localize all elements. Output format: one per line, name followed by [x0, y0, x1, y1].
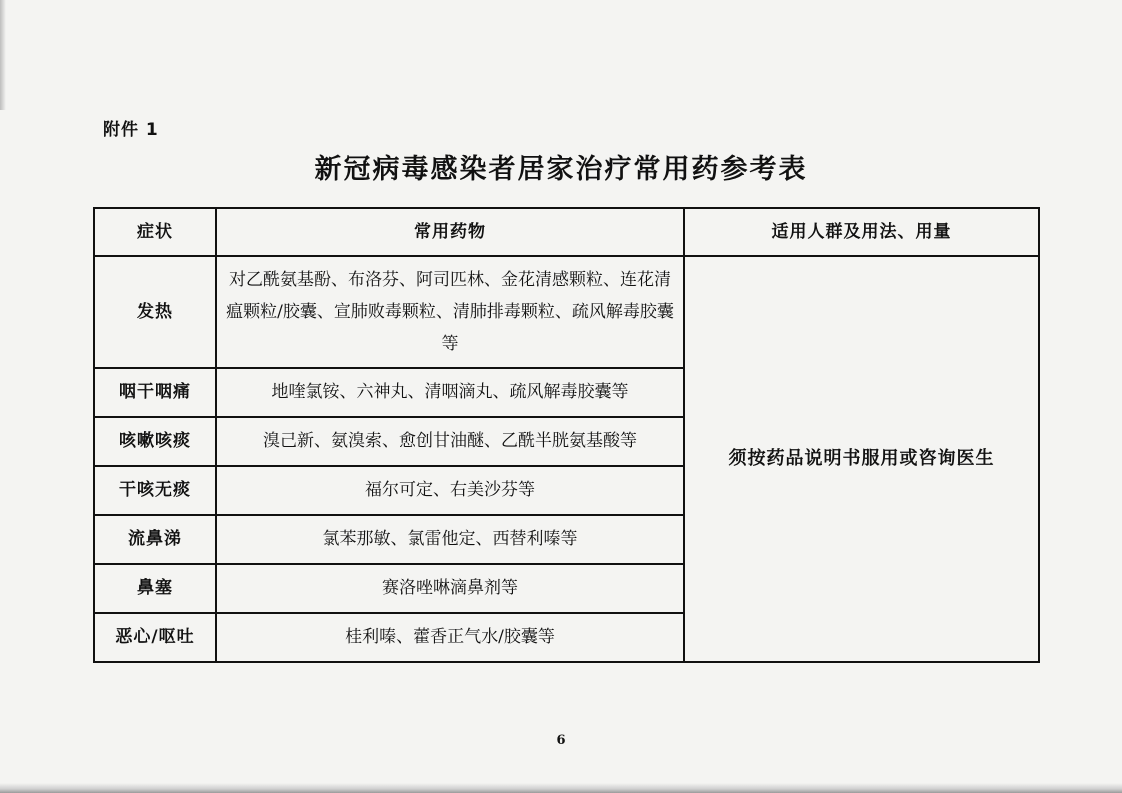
annex-label: 附件 1 — [103, 120, 159, 140]
document-title: 新冠病毒感染者居家治疗常用药参考表 — [314, 154, 808, 185]
medicine-cell: 溴己新、氨溴索、愈创甘油醚、乙酰半胱氨基酸等 — [216, 417, 684, 466]
header-medicine: 常用药物 — [216, 208, 684, 256]
table-header-row — [94, 208, 1039, 256]
symptom-cell: 干咳无痰 — [94, 466, 216, 515]
medicine-cell: 对乙酰氨基酚、布洛芬、阿司匹林、金花清感颗粒、连花清瘟颗粒/胶囊、宣肺败毒颗粒、清肺排毒颗粒、疏风解毒胶囊等 — [216, 256, 684, 368]
scan-bottom-edge — [0, 783, 1122, 793]
page-number: 6 — [556, 733, 566, 748]
medicine-cell: 氯苯那敏、氯雷他定、西替利嗪等 — [216, 515, 684, 564]
symptom-cell: 咳嗽咳痰 — [94, 417, 216, 466]
symptom-cell: 发热 — [94, 256, 216, 368]
symptom-cell: 咽干咽痛 — [94, 368, 216, 417]
header-symptom: 症状 — [94, 208, 216, 256]
medicine-reference-table — [93, 207, 1040, 663]
usage-note-cell: 须按药品说明书服用或咨询医生 — [684, 256, 1039, 662]
scan-edge-shadow — [0, 0, 6, 110]
header-usage: 适用人群及用法、用量 — [684, 208, 1039, 256]
table-row — [94, 256, 1039, 368]
symptom-cell: 流鼻涕 — [94, 515, 216, 564]
symptom-cell: 恶心/呕吐 — [94, 613, 216, 662]
medicine-cell: 地喹氯铵、六神丸、清咽滴丸、疏风解毒胶囊等 — [216, 368, 684, 417]
medicine-cell: 赛洛唑啉滴鼻剂等 — [216, 564, 684, 613]
symptom-cell: 鼻塞 — [94, 564, 216, 613]
medicine-cell: 桂利嗪、藿香正气水/胶囊等 — [216, 613, 684, 662]
medicine-cell: 福尔可定、右美沙芬等 — [216, 466, 684, 515]
